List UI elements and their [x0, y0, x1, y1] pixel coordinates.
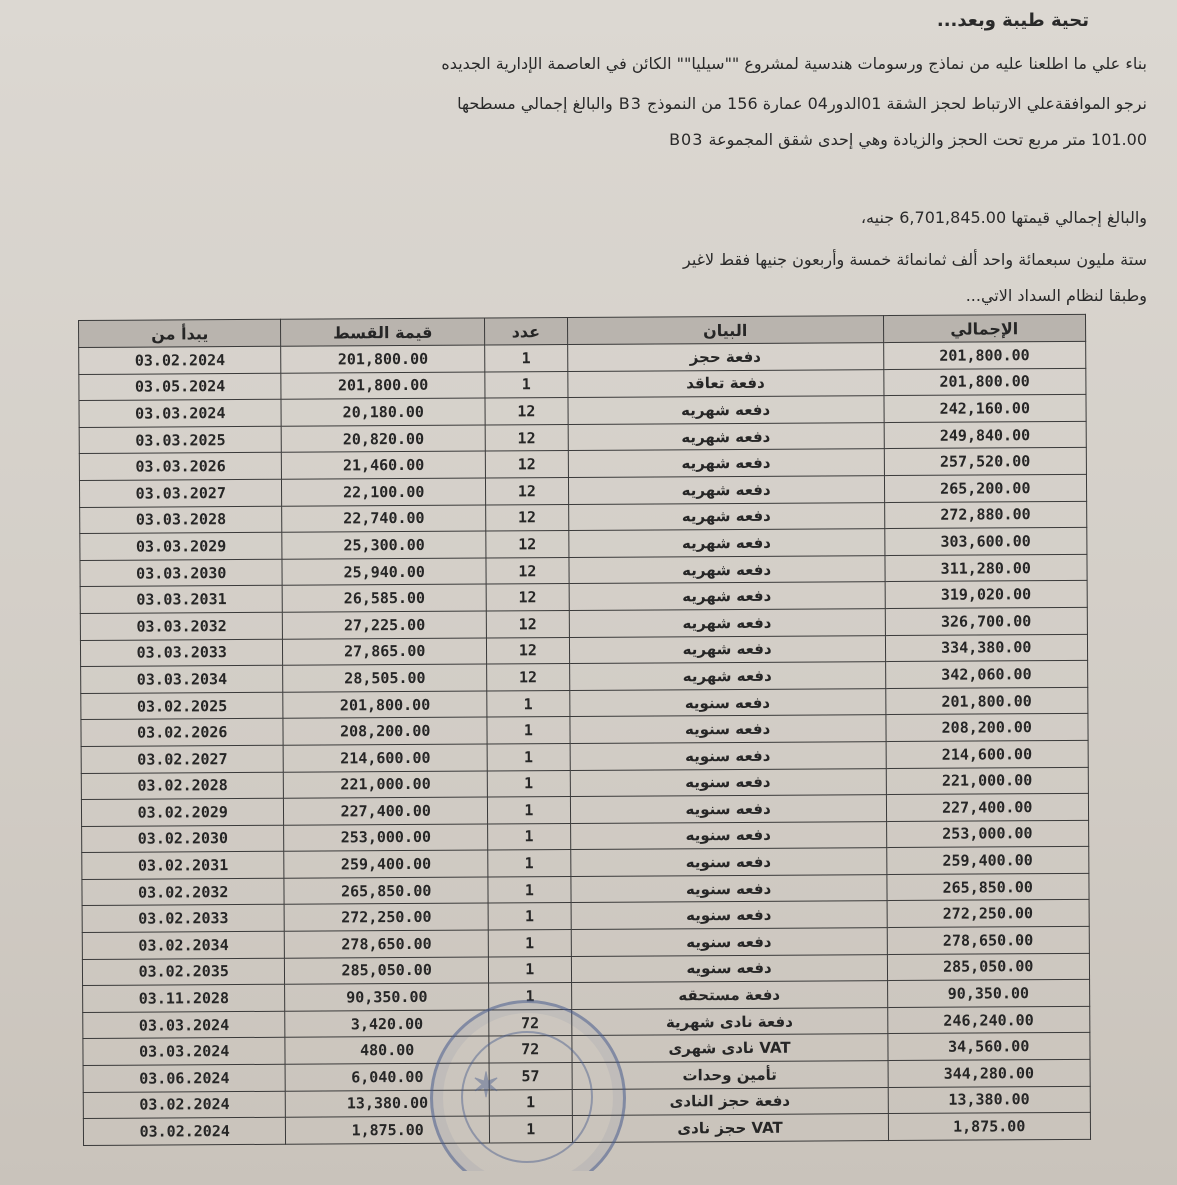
cell-installment: 6,040.00 [286, 1063, 490, 1091]
cell-start-date: 03.02.2024 [79, 346, 282, 374]
cell-installment: 201,800.00 [281, 345, 485, 373]
cell-installment: 22,100.00 [282, 478, 486, 506]
cell-start-date: 03.03.2028 [80, 506, 283, 534]
cell-total: 227,400.00 [886, 793, 1089, 821]
cell-total: 319,020.00 [885, 581, 1088, 609]
cell-installment: 285,050.00 [285, 957, 489, 985]
cell-count: 1 [487, 690, 570, 717]
cell-description: دفعه شهريه [568, 502, 884, 531]
cell-installment: 13,380.00 [286, 1090, 490, 1118]
cell-start-date: 03.02.2032 [82, 878, 285, 906]
cell-total: 201,800.00 [885, 687, 1088, 715]
cell-total: 221,000.00 [886, 767, 1089, 795]
cell-count: 1 [489, 1116, 572, 1143]
cell-start-date: 03.03.2033 [80, 639, 283, 667]
cell-start-date: 03.03.2030 [80, 559, 283, 587]
cell-start-date: 03.02.2027 [81, 745, 284, 773]
header-total: الإجمالي [883, 314, 1086, 342]
cell-description: دفعه سنويه [571, 954, 887, 983]
cell-start-date: 03.03.2024 [79, 399, 282, 427]
cell-installment: 259,400.00 [284, 850, 488, 878]
cell-count: 1 [488, 983, 571, 1010]
cell-installment: 221,000.00 [284, 771, 488, 799]
cell-total: 344,280.00 [888, 1059, 1091, 1087]
cell-count: 12 [487, 664, 570, 691]
cell-installment: 253,000.00 [284, 824, 488, 852]
cell-start-date: 03.03.2024 [83, 1011, 286, 1039]
cell-count: 1 [488, 876, 571, 903]
cell-count: 12 [486, 637, 569, 664]
cell-total: 342,060.00 [885, 660, 1088, 688]
cell-count: 12 [485, 424, 568, 451]
cell-installment: 25,940.00 [282, 558, 486, 586]
cell-count: 12 [486, 610, 569, 637]
cell-total: 90,350.00 [887, 980, 1090, 1008]
table-row [83, 1113, 1090, 1146]
cell-start-date: 03.02.2028 [81, 772, 284, 800]
cell-total: 242,160.00 [883, 395, 1086, 423]
cell-count: 1 [488, 850, 571, 877]
greeting-line: تحية طيبة وبعد... [936, 10, 1089, 31]
cell-total: 303,600.00 [884, 527, 1087, 555]
cell-total: 257,520.00 [884, 448, 1087, 476]
letter-line-2: نرجو الموافقةعلي الارتباط لحجز الشقة 01الدور04 عمارة 156 من النموذج B3 والبالغ إجمالي مسطحها [457, 94, 1147, 113]
cell-installment: 227,400.00 [284, 797, 488, 825]
cell-description: دفعه شهريه [569, 582, 885, 611]
cell-total: 214,600.00 [886, 740, 1089, 768]
cell-description: دفعة تعاقد [568, 369, 884, 398]
cell-installment: 201,800.00 [281, 372, 485, 400]
cell-count: 12 [486, 531, 569, 558]
cell-installment: 20,820.00 [282, 425, 486, 453]
cell-count: 12 [486, 584, 569, 611]
cell-installment: 25,300.00 [282, 531, 486, 559]
cell-count: 1 [487, 770, 570, 797]
letter-line-1: بناء علي ما اطلعنا عليه من نماذج ورسومات هندسية لمشروع ""سيليا"" الكائن في العاصمة الإدارية الجديده [441, 54, 1147, 73]
cell-description: دفعة حجز النادى [572, 1087, 888, 1116]
cell-installment: 28,505.00 [283, 664, 487, 692]
cell-count: 12 [486, 557, 569, 584]
cell-start-date: 03.02.2029 [81, 798, 284, 826]
cell-installment: 201,800.00 [283, 691, 487, 719]
cell-description: دفعه شهريه [569, 635, 885, 664]
cell-description: دفعه شهريه [568, 476, 884, 505]
cell-total: 265,200.00 [884, 474, 1087, 502]
cell-count: 1 [489, 1089, 572, 1116]
cell-total: 249,840.00 [884, 421, 1087, 449]
cell-installment: 208,200.00 [283, 717, 487, 745]
cell-description: دفعه شهريه [569, 555, 885, 584]
cell-description: دفعه شهريه [568, 529, 884, 558]
cell-start-date: 03.06.2024 [83, 1064, 286, 1092]
cell-description: دفعه سنويه [569, 688, 885, 717]
stamp-mark: ✶ [462, 1062, 512, 1108]
cell-start-date: 03.02.2031 [82, 852, 285, 880]
cell-installment: 27,225.00 [283, 611, 487, 639]
cell-description: دفعه سنويه [570, 848, 886, 877]
cell-description: دفعة مستحقه [571, 981, 887, 1010]
cell-count: 12 [486, 504, 569, 531]
cell-description: VAT نادى شهرى [572, 1034, 888, 1063]
cell-start-date: 03.02.2025 [81, 692, 284, 720]
cell-start-date: 03.03.2034 [81, 665, 284, 693]
cell-installment: 26,585.00 [283, 584, 487, 612]
total-price-line: والبالغ إجمالي قيمتها 6,701,845.00 جنيه، [860, 208, 1147, 227]
cell-count: 12 [485, 398, 568, 425]
page-bottom-edge [0, 1171, 1177, 1185]
cell-total: 34,560.00 [887, 1033, 1090, 1061]
cell-installment: 21,460.00 [282, 451, 486, 479]
cell-start-date: 03.03.2025 [79, 426, 282, 454]
header-description: البيان [567, 316, 883, 345]
cell-total: 285,050.00 [887, 953, 1090, 981]
cell-start-date: 03.05.2024 [79, 373, 282, 401]
cell-count: 1 [488, 903, 571, 930]
cell-count: 1 [488, 930, 571, 957]
cell-start-date: 03.02.2034 [82, 931, 285, 959]
cell-start-date: 03.03.2027 [79, 479, 282, 507]
cell-total: 1,875.00 [888, 1113, 1091, 1141]
cell-total: 253,000.00 [886, 820, 1089, 848]
cell-description: دفعة حجز [567, 343, 883, 372]
cell-description: دفعه سنويه [570, 795, 886, 824]
cell-start-date: 03.02.2030 [82, 825, 285, 853]
cell-installment: 272,250.00 [285, 903, 489, 931]
cell-count: 1 [487, 797, 570, 824]
cell-installment: 90,350.00 [285, 983, 489, 1011]
cell-total: 272,250.00 [887, 900, 1090, 928]
cell-count: 1 [487, 717, 570, 744]
cell-installment: 214,600.00 [284, 744, 488, 772]
cell-start-date: 03.03.2031 [80, 586, 283, 614]
cell-start-date: 03.02.2024 [83, 1091, 286, 1119]
cell-total: 208,200.00 [885, 714, 1088, 742]
cell-total: 278,650.00 [887, 926, 1090, 954]
cell-total: 272,880.00 [884, 501, 1087, 529]
cell-description: دفعه سنويه [570, 715, 886, 744]
cell-total: 334,380.00 [885, 634, 1088, 662]
cell-start-date: 03.11.2028 [83, 984, 286, 1012]
cell-total: 201,800.00 [883, 341, 1086, 369]
cell-count: 1 [488, 956, 571, 983]
cell-installment: 20,180.00 [281, 398, 485, 426]
cell-count: 1 [487, 743, 570, 770]
cell-start-date: 03.03.2026 [79, 453, 282, 481]
cell-description: تأمين وحدات [572, 1061, 888, 1090]
cell-total: 201,800.00 [883, 368, 1086, 396]
cell-description: دفعه سنويه [571, 901, 887, 930]
cell-installment: 22,740.00 [282, 505, 486, 533]
cell-installment: 265,850.00 [284, 877, 488, 905]
cell-description: دفعه شهريه [569, 609, 885, 638]
payment-schedule-table [78, 314, 1091, 1146]
cell-description: دفعه شهريه [569, 662, 885, 691]
cell-description: دفعه سنويه [570, 768, 886, 797]
cell-total: 246,240.00 [887, 1006, 1090, 1034]
cell-total: 13,380.00 [888, 1086, 1091, 1114]
cell-count: 12 [485, 451, 568, 478]
cell-description: دفعة نادى شهرية [571, 1007, 887, 1036]
cell-start-date: 03.02.2033 [82, 905, 285, 933]
cell-start-date: 03.02.2024 [83, 1117, 286, 1145]
cell-total: 326,700.00 [885, 607, 1088, 635]
cell-count: 1 [485, 371, 568, 398]
cell-count: 12 [485, 477, 568, 504]
cell-description: دفعه شهريه [568, 422, 884, 451]
cell-description: دفعه سنويه [571, 928, 887, 957]
cell-total: 311,280.00 [884, 554, 1087, 582]
cell-start-date: 03.03.2029 [80, 532, 283, 560]
cell-start-date: 03.02.2035 [82, 958, 285, 986]
cell-count: 57 [489, 1063, 572, 1090]
header-count: عدد [484, 318, 567, 346]
cell-description: دفعه سنويه [570, 821, 886, 850]
cell-start-date: 03.03.2032 [80, 612, 283, 640]
cell-start-date: 03.02.2026 [81, 719, 284, 747]
cell-count: 1 [488, 823, 571, 850]
price-in-words-line: ستة مليون سبعمائة واحد ألف ثمانمائة خمسة وأربعون جنيها فقط لاغير [683, 250, 1147, 269]
payment-plan-intro: وطبقا لنظام السداد الاتي... [965, 286, 1147, 305]
cell-count: 1 [485, 345, 568, 372]
header-installment: قيمة القسط [281, 318, 485, 346]
cell-installment: 1,875.00 [286, 1116, 490, 1144]
cell-description: دفعه شهريه [568, 396, 884, 425]
cell-installment: 278,650.00 [285, 930, 489, 958]
letter-line-3: 101.00 متر مربع تحت الحجز والزيادة وهي إحدى شقق المجموعة B03 [669, 130, 1147, 149]
cell-start-date: 03.03.2024 [83, 1038, 286, 1066]
header-start-date: يبدأ من [79, 319, 282, 347]
cell-description: دفعه شهريه [568, 449, 884, 478]
table-body [79, 341, 1091, 1145]
cell-count: 72 [489, 1009, 572, 1036]
cell-installment: 27,865.00 [283, 638, 487, 666]
cell-installment: 3,420.00 [285, 1010, 489, 1038]
cell-description: VAT حجز نادى [572, 1114, 888, 1143]
cell-total: 259,400.00 [886, 847, 1089, 875]
cell-count: 72 [489, 1036, 572, 1063]
cell-description: دفعه سنويه [570, 741, 886, 770]
cell-description: دفعه سنويه [571, 874, 887, 903]
cell-total: 265,850.00 [886, 873, 1089, 901]
cell-installment: 480.00 [285, 1036, 489, 1064]
